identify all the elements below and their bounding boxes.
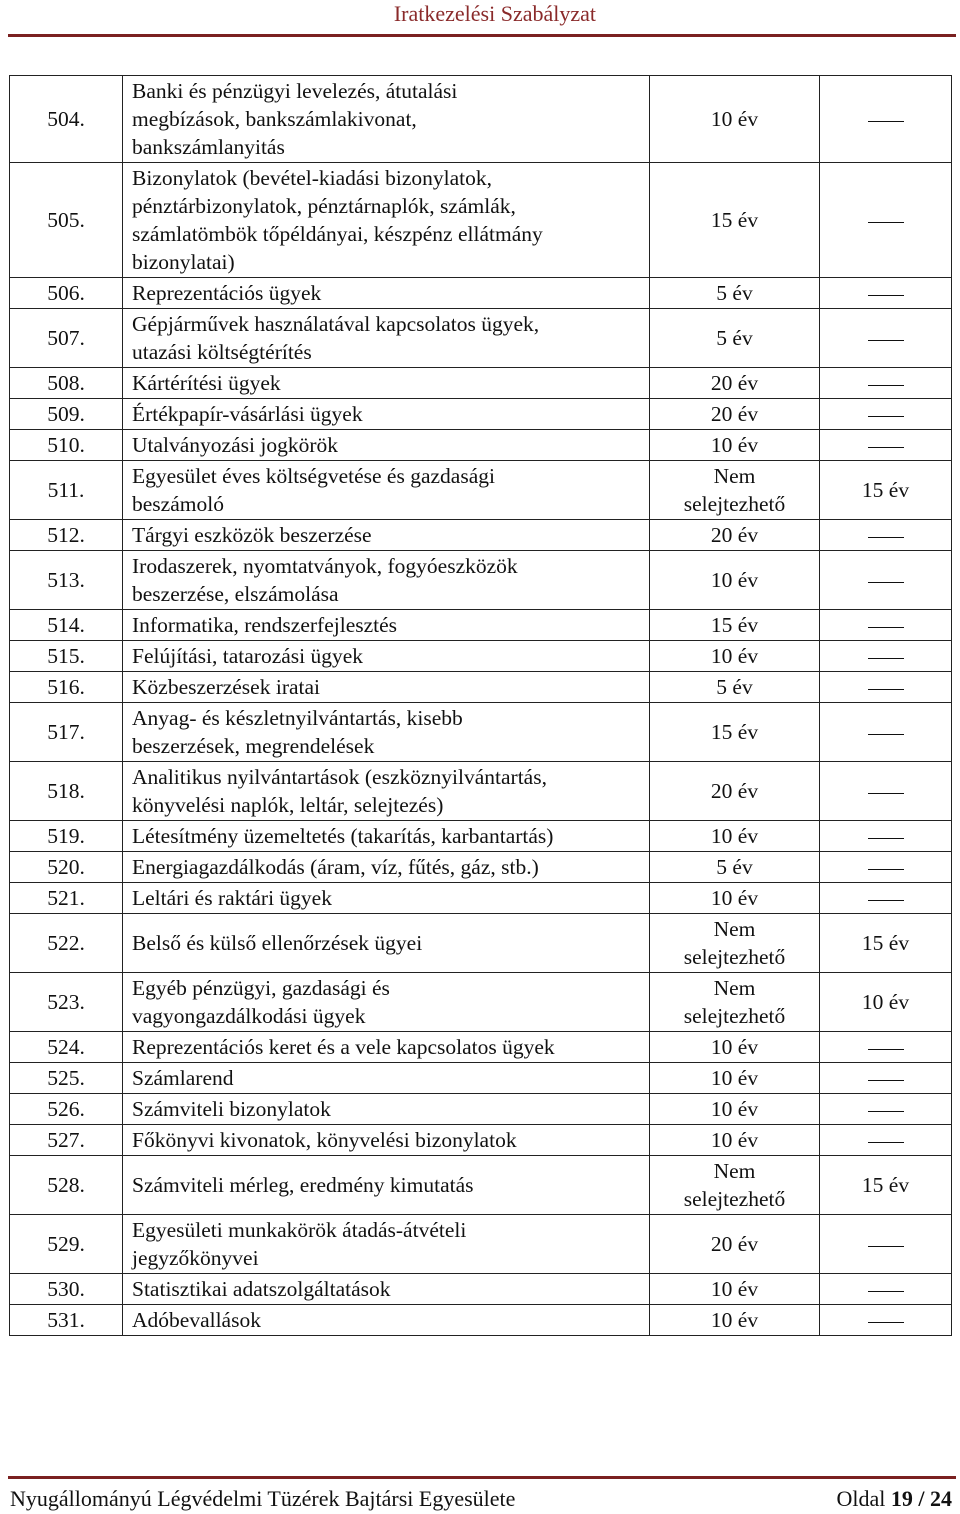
description-line: beszámoló xyxy=(132,492,224,516)
em-dash-icon xyxy=(868,627,904,628)
row-description xyxy=(123,163,650,278)
row-description xyxy=(123,610,650,641)
description-line: Energiagazdálkodás (áram, víz, fűtés, gáz, stb.) xyxy=(132,855,539,879)
description-line: Gépjárművek használatával kapcsolatos ügyek, xyxy=(132,312,540,336)
row-description xyxy=(123,368,650,399)
table-row xyxy=(10,762,952,821)
row-number: 525. xyxy=(10,1063,123,1094)
description-line: Egyesület éves költségvetése és gazdasági xyxy=(132,464,495,488)
em-dash-icon xyxy=(868,1246,904,1247)
description-line: jegyzőkönyvei xyxy=(132,1246,259,1270)
description-line: Utalványozási jogkörök xyxy=(132,433,338,457)
row-number: 515. xyxy=(10,641,123,672)
description-line: Leltári és raktári ügyek xyxy=(132,886,332,910)
final-disposition xyxy=(820,1032,952,1063)
row-number: 521. xyxy=(10,883,123,914)
final-disposition xyxy=(820,309,952,368)
description-line: Felújítási, tatarozási ügyek xyxy=(132,644,364,668)
retention-period: 5 év xyxy=(650,278,820,309)
final-disposition xyxy=(820,430,952,461)
description-line: Statisztikai adatszolgáltatások xyxy=(132,1277,391,1301)
retention-table xyxy=(9,75,952,1336)
em-dash-icon xyxy=(868,582,904,583)
row-description xyxy=(123,278,650,309)
em-dash-icon xyxy=(868,658,904,659)
em-dash-icon xyxy=(868,447,904,448)
table-row xyxy=(10,551,952,610)
row-description xyxy=(123,703,650,762)
row-description xyxy=(123,551,650,610)
row-description xyxy=(123,641,650,672)
em-dash-icon xyxy=(868,734,904,735)
final-disposition xyxy=(820,368,952,399)
description-line: könyvelési naplók, leltár, selejtezés) xyxy=(132,793,444,817)
description-line: Belső és külső ellenőrzések ügyei xyxy=(132,931,423,955)
row-number: 512. xyxy=(10,520,123,551)
final-disposition xyxy=(820,821,952,852)
em-dash-icon xyxy=(868,295,904,296)
retention-period: 20 év xyxy=(650,762,820,821)
table-row xyxy=(10,1215,952,1274)
table-row xyxy=(10,461,952,520)
final-disposition xyxy=(820,551,952,610)
retention-period: 10 év xyxy=(650,430,820,461)
final-disposition xyxy=(820,278,952,309)
description-line: Kártérítési ügyek xyxy=(132,371,281,395)
retention-period: 20 év xyxy=(650,520,820,551)
page-total: 24 xyxy=(930,1486,952,1511)
em-dash-icon xyxy=(868,1322,904,1323)
em-dash-icon xyxy=(868,1111,904,1112)
table-row xyxy=(10,278,952,309)
description-line: utazási költségtérítés xyxy=(132,340,312,364)
row-number: 523. xyxy=(10,973,123,1032)
table-row xyxy=(10,520,952,551)
em-dash-icon xyxy=(868,537,904,538)
row-number: 508. xyxy=(10,368,123,399)
table-row xyxy=(10,1156,952,1215)
row-number: 506. xyxy=(10,278,123,309)
em-dash-icon xyxy=(868,1142,904,1143)
retention-period: 20 év xyxy=(650,399,820,430)
retention-period: 5 év xyxy=(650,672,820,703)
row-number: 526. xyxy=(10,1094,123,1125)
row-description xyxy=(123,76,650,163)
description-line: Számviteli bizonylatok xyxy=(132,1097,331,1121)
description-line: Reprezentációs ügyek xyxy=(132,281,322,305)
table-row xyxy=(10,641,952,672)
table-row xyxy=(10,672,952,703)
description-line: Informatika, rendszerfejlesztés xyxy=(132,613,398,637)
header-divider xyxy=(8,34,956,37)
final-disposition xyxy=(820,76,952,163)
table-row xyxy=(10,1305,952,1336)
description-line: Egyéb pénzügyi, gazdasági és xyxy=(132,976,390,1000)
retention-period: Nem selejtezhető xyxy=(650,461,820,520)
final-disposition xyxy=(820,883,952,914)
row-number: 505. xyxy=(10,163,123,278)
final-disposition: 15 év xyxy=(820,914,952,973)
row-number: 528. xyxy=(10,1156,123,1215)
em-dash-icon xyxy=(868,385,904,386)
row-description xyxy=(123,309,650,368)
description-line: Közbeszerzések iratai xyxy=(132,675,321,699)
page-separator: / xyxy=(918,1486,925,1511)
row-description xyxy=(123,399,650,430)
table-row xyxy=(10,821,952,852)
table-row xyxy=(10,430,952,461)
row-number: 509. xyxy=(10,399,123,430)
table-row xyxy=(10,309,952,368)
row-description xyxy=(123,1032,650,1063)
retention-period: 10 év xyxy=(650,1094,820,1125)
row-number: 516. xyxy=(10,672,123,703)
retention-period: 10 év xyxy=(650,1274,820,1305)
table-row xyxy=(10,883,952,914)
em-dash-icon xyxy=(868,689,904,690)
row-description xyxy=(123,1125,650,1156)
footer-page-number xyxy=(836,1486,952,1512)
row-number: 518. xyxy=(10,762,123,821)
row-description xyxy=(123,672,650,703)
row-number: 517. xyxy=(10,703,123,762)
description-line: Anyag- és készletnyilvántartás, kisebb xyxy=(132,706,463,730)
table-row xyxy=(10,1274,952,1305)
final-disposition: 15 év xyxy=(820,461,952,520)
description-line: Reprezentációs keret és a vele kapcsolatos ügyek xyxy=(132,1035,555,1059)
description-line: bizonylatai) xyxy=(132,250,235,274)
final-disposition xyxy=(820,520,952,551)
retention-period: 10 év xyxy=(650,1063,820,1094)
retention-period: 15 év xyxy=(650,703,820,762)
row-number: 504. xyxy=(10,76,123,163)
row-description xyxy=(123,1305,650,1336)
final-disposition xyxy=(820,1094,952,1125)
row-number: 531. xyxy=(10,1305,123,1336)
description-line: megbízások, bankszámlakivonat, xyxy=(132,107,417,131)
row-description xyxy=(123,1063,650,1094)
em-dash-icon xyxy=(868,340,904,341)
row-description xyxy=(123,1274,650,1305)
retention-period: 10 év xyxy=(650,641,820,672)
final-disposition: 15 év xyxy=(820,1156,952,1215)
table-row xyxy=(10,973,952,1032)
row-description xyxy=(123,821,650,852)
row-number: 513. xyxy=(10,551,123,610)
row-description xyxy=(123,973,650,1032)
retention-period: 10 év xyxy=(650,551,820,610)
description-line: Egyesületi munkakörök átadás-átvételi xyxy=(132,1218,467,1242)
description-line: Főkönyvi kivonatok, könyvelési bizonylatok xyxy=(132,1128,517,1152)
retention-period: Nem selejtezhető xyxy=(650,973,820,1032)
description-line: beszerzése, elszámolása xyxy=(132,582,339,606)
row-number: 514. xyxy=(10,610,123,641)
row-number: 524. xyxy=(10,1032,123,1063)
description-line: pénztárbizonylatok, pénztárnaplók, számlák, xyxy=(132,194,516,218)
em-dash-icon xyxy=(868,416,904,417)
final-disposition xyxy=(820,641,952,672)
row-number: 529. xyxy=(10,1215,123,1274)
final-disposition xyxy=(820,672,952,703)
retention-period: 10 év xyxy=(650,76,820,163)
final-disposition xyxy=(820,703,952,762)
description-line: Bizonylatok (bevétel-kiadási bizonylatok, xyxy=(132,166,493,190)
final-disposition xyxy=(820,1274,952,1305)
page-header xyxy=(0,0,960,34)
retention-period: 10 év xyxy=(650,1032,820,1063)
row-number: 510. xyxy=(10,430,123,461)
final-disposition xyxy=(820,762,952,821)
table-row xyxy=(10,914,952,973)
description-line: Értékpapír-vásárlási ügyek xyxy=(132,402,363,426)
retention-period: 10 év xyxy=(650,821,820,852)
header-title: Iratkezelési Szabályzat xyxy=(393,1,596,26)
retention-period: 20 év xyxy=(650,1215,820,1274)
retention-period: 10 év xyxy=(650,1125,820,1156)
row-description xyxy=(123,461,650,520)
description-line: Tárgyi eszközök beszerzése xyxy=(132,523,372,547)
page-label: Oldal xyxy=(836,1486,886,1511)
em-dash-icon xyxy=(868,222,904,223)
table-row xyxy=(10,703,952,762)
retention-period: Nem selejtezhető xyxy=(650,914,820,973)
final-disposition xyxy=(820,1125,952,1156)
description-line: Banki és pénzügyi levelezés, átutalási xyxy=(132,79,458,103)
retention-period: 15 év xyxy=(650,163,820,278)
table-row xyxy=(10,368,952,399)
row-number: 527. xyxy=(10,1125,123,1156)
table-row xyxy=(10,610,952,641)
description-line: Számviteli mérleg, eredmény kimutatás xyxy=(132,1173,474,1197)
table-row xyxy=(10,852,952,883)
description-line: Számlarend xyxy=(132,1066,234,1090)
row-description xyxy=(123,1094,650,1125)
final-disposition xyxy=(820,1215,952,1274)
retention-period: 20 év xyxy=(650,368,820,399)
row-number: 530. xyxy=(10,1274,123,1305)
final-disposition xyxy=(820,399,952,430)
retention-period: 10 év xyxy=(650,883,820,914)
row-number: 520. xyxy=(10,852,123,883)
table-row xyxy=(10,1094,952,1125)
row-number: 519. xyxy=(10,821,123,852)
description-line: bankszámlanyitás xyxy=(132,135,285,159)
row-description xyxy=(123,883,650,914)
em-dash-icon xyxy=(868,1291,904,1292)
em-dash-icon xyxy=(868,793,904,794)
retention-period: 5 év xyxy=(650,309,820,368)
final-disposition: 10 év xyxy=(820,973,952,1032)
em-dash-icon xyxy=(868,900,904,901)
row-number: 522. xyxy=(10,914,123,973)
retention-period: 15 év xyxy=(650,610,820,641)
retention-period: 5 év xyxy=(650,852,820,883)
row-number: 511. xyxy=(10,461,123,520)
row-description xyxy=(123,852,650,883)
table-row xyxy=(10,76,952,163)
table-row xyxy=(10,163,952,278)
page-current: 19 xyxy=(890,1486,913,1511)
row-description xyxy=(123,1215,650,1274)
final-disposition xyxy=(820,1063,952,1094)
table-row xyxy=(10,399,952,430)
table-row xyxy=(10,1032,952,1063)
description-line: Irodaszerek, nyomtatványok, fogyóeszközök xyxy=(132,554,518,578)
final-disposition xyxy=(820,852,952,883)
row-description xyxy=(123,520,650,551)
em-dash-icon xyxy=(868,121,904,122)
em-dash-icon xyxy=(868,1080,904,1081)
final-disposition xyxy=(820,163,952,278)
description-line: vagyongazdálkodási ügyek xyxy=(132,1004,366,1028)
final-disposition xyxy=(820,610,952,641)
retention-period: Nem selejtezhető xyxy=(650,1156,820,1215)
row-description xyxy=(123,914,650,973)
description-line: Analitikus nyilvántartások (eszköznyilvántartás, xyxy=(132,765,547,789)
table-row xyxy=(10,1125,952,1156)
row-description xyxy=(123,762,650,821)
em-dash-icon xyxy=(868,869,904,870)
footer-organization: Nyugállományú Légvédelmi Tüzérek Bajtársi Egyesülete xyxy=(10,1486,516,1511)
table-row xyxy=(10,1063,952,1094)
final-disposition xyxy=(820,1305,952,1336)
description-line: Létesítmény üzemeltetés (takarítás, karbantartás) xyxy=(132,824,554,848)
table-body xyxy=(10,76,952,1336)
description-line: Adóbevallások xyxy=(132,1308,261,1332)
description-line: beszerzések, megrendelések xyxy=(132,734,375,758)
row-description xyxy=(123,430,650,461)
row-description xyxy=(123,1156,650,1215)
row-number: 507. xyxy=(10,309,123,368)
em-dash-icon xyxy=(868,838,904,839)
description-line: számlatömbök tőpéldányai, készpénz ellátmány xyxy=(132,222,543,246)
em-dash-icon xyxy=(868,1049,904,1050)
footer-divider xyxy=(8,1476,956,1479)
retention-period: 10 év xyxy=(650,1305,820,1336)
